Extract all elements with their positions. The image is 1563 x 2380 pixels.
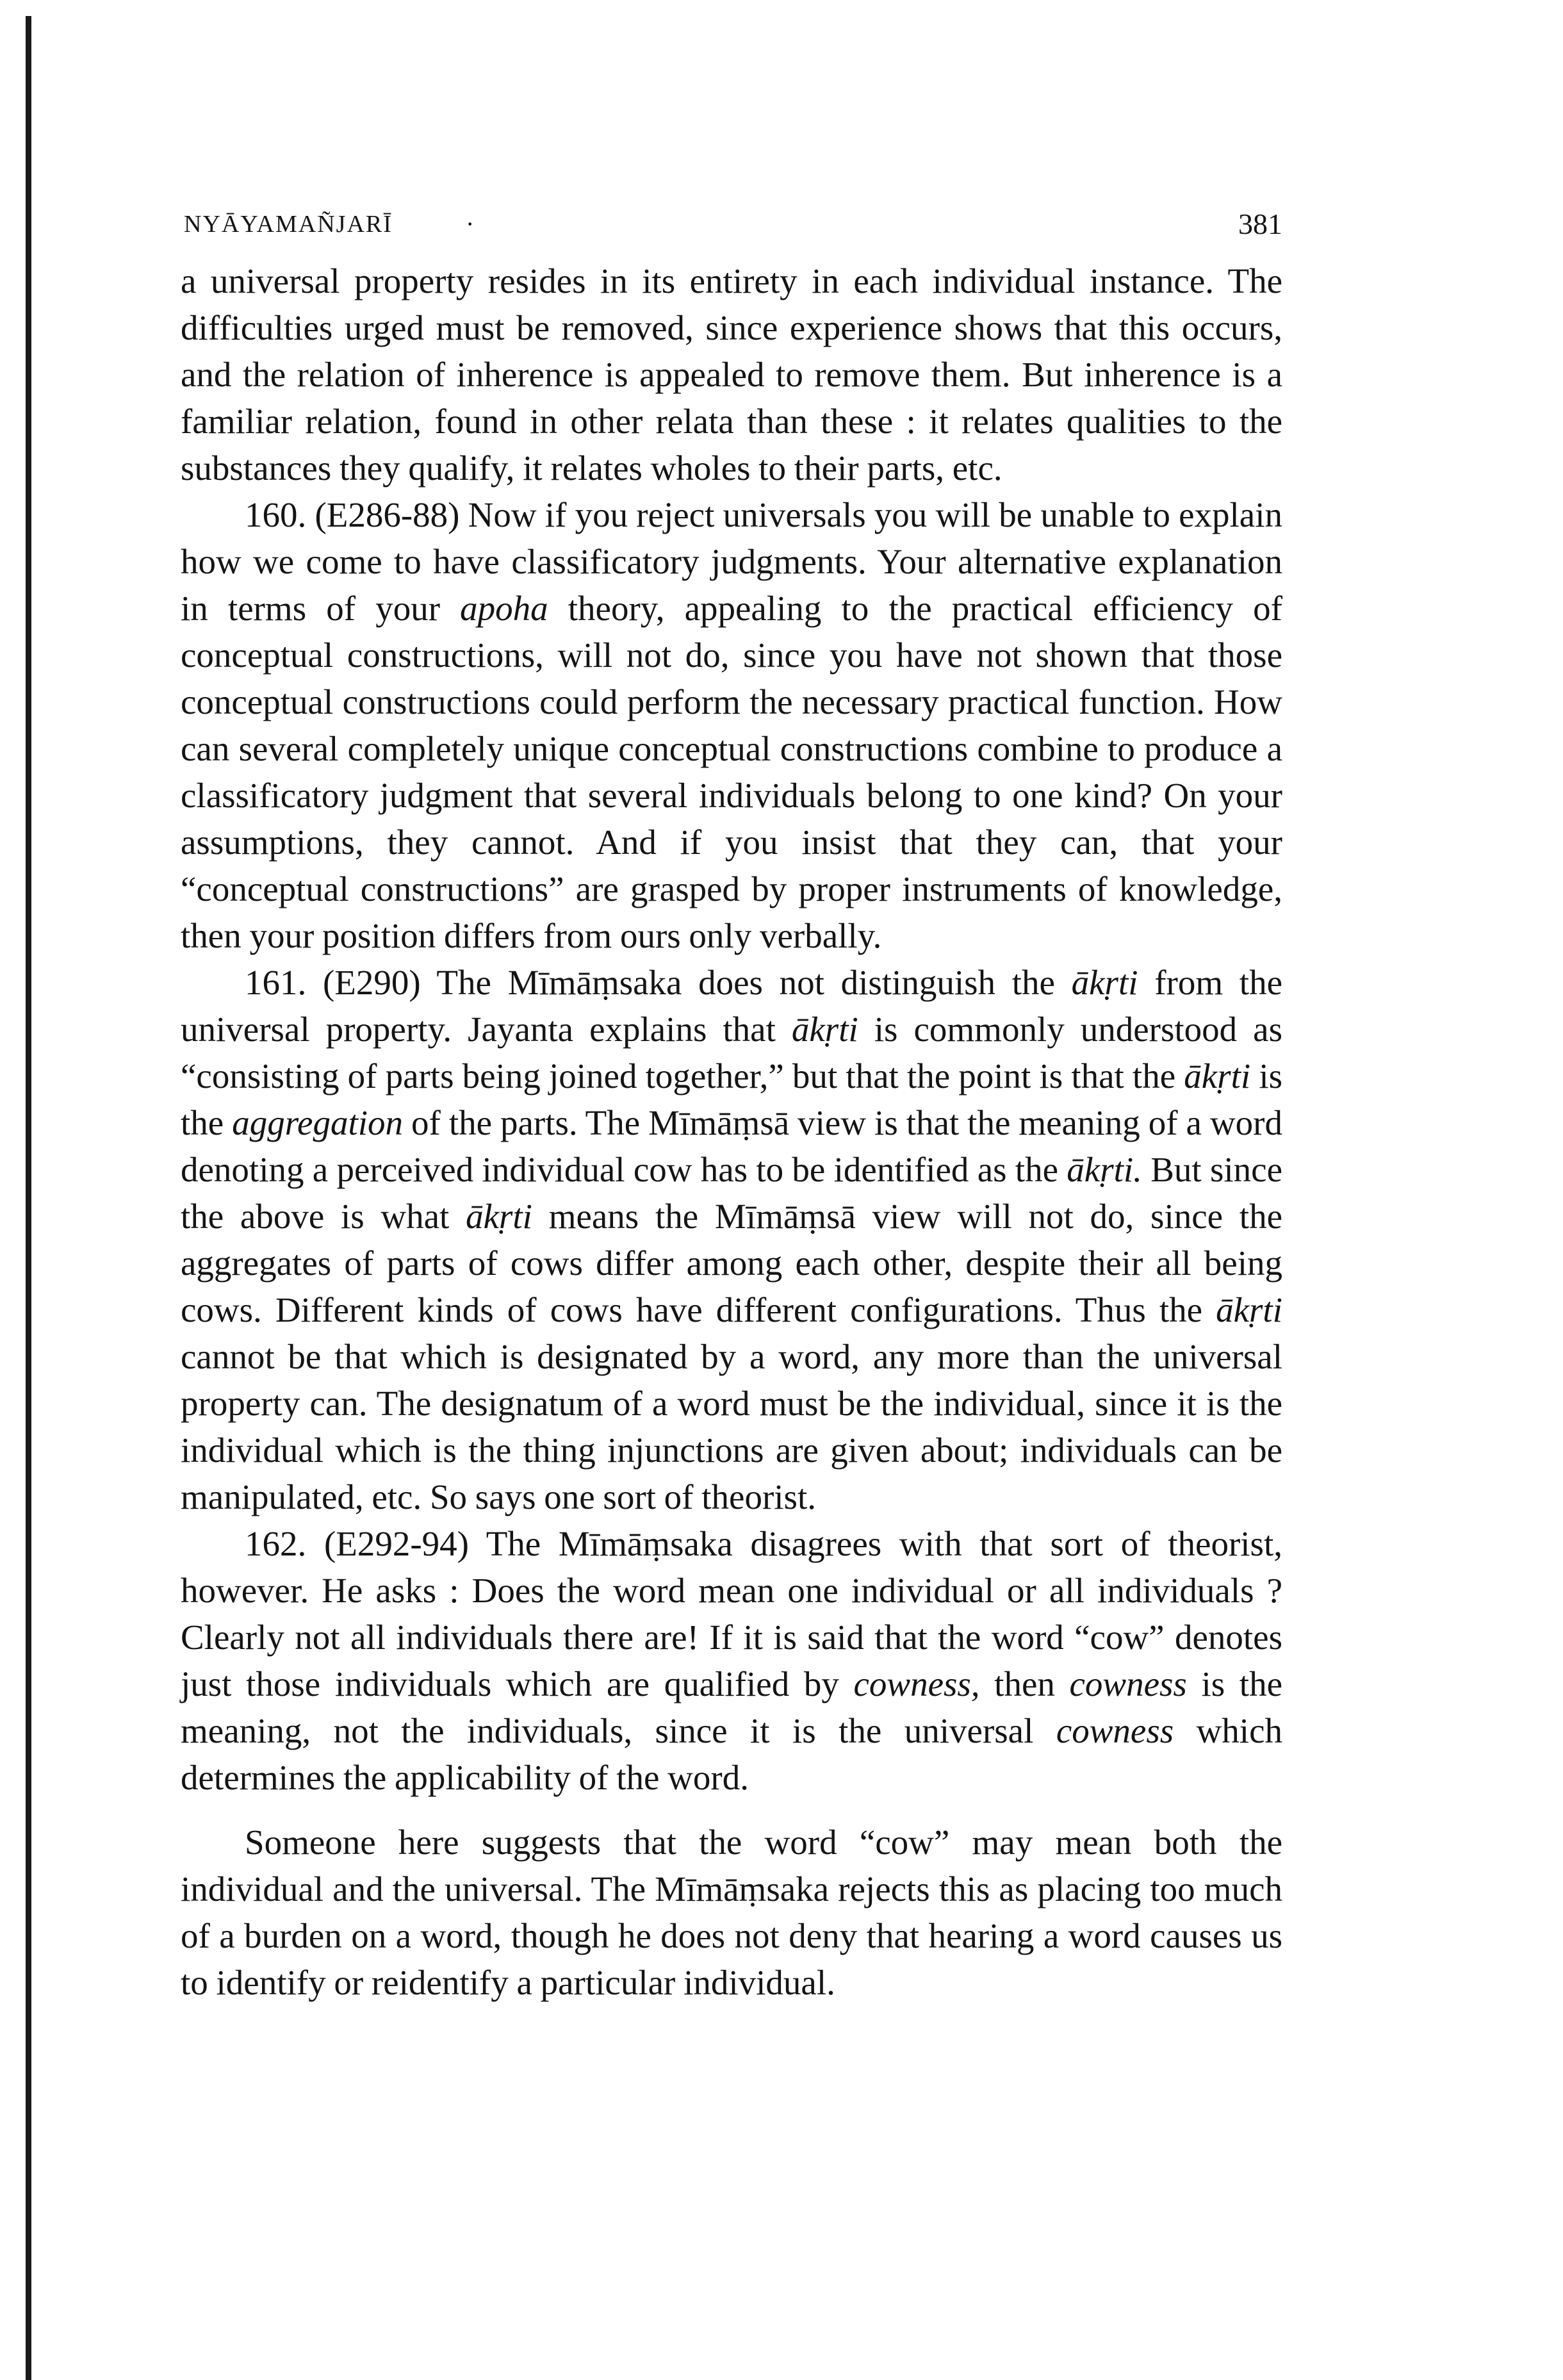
italic-term: cowness	[1069, 1664, 1187, 1703]
paragraph-text: of the parts. The Mīmāṃsā view is that the meaning of a word denoting a perceived individual cow has to be identified as the	[181, 1103, 1282, 1189]
paragraph-final	[181, 1819, 1282, 2006]
body-text	[181, 258, 1282, 2006]
paragraph-text: is commonly understood as “consisting of parts being joined together,” but that the point is that the	[181, 1010, 1282, 1096]
paragraph-text: then	[979, 1664, 1070, 1703]
italic-term: ākṛti	[1216, 1290, 1282, 1329]
italic-term: cowness	[1056, 1711, 1174, 1750]
paragraph-text: The Mīmāṃsaka disagrees with that sort of theorist, however. He asks : Does the word mean one individual or all individuals ? Clearly not all individuals there are! If it is said that the word “cow” denotes just those individuals which are qualified by	[181, 1524, 1282, 1703]
running-head-separator: ·	[466, 209, 475, 238]
paragraph-text: which determines the applicability of the word.	[181, 1711, 1282, 1797]
page-number: 381	[1238, 208, 1282, 240]
paragraph-text: is the meaning, not the individuals, since it is the universal	[181, 1664, 1282, 1750]
italic-term: ākṛti.	[1067, 1150, 1142, 1189]
paragraph-text: Now if you reject universals you will be unable to explain how we come to have classificatory judgments. Your alternative explanation in terms of your	[181, 495, 1282, 628]
paragraph-text: means the Mīmāṃsā view will not do, since the aggregates of parts of cows differ among each other, despite their all being cows. Different kinds of cows have different configurations. Thus the	[181, 1197, 1282, 1329]
page-header	[184, 202, 1282, 247]
italic-term: ākṛti	[466, 1197, 532, 1236]
italic-term: aggregation	[232, 1103, 404, 1142]
paragraph-text: cannot be that which is designated by a word, any more than the universal property can. The designatum of a word must be the individual, since it is the individual which is the thing injunctions are given about; individuals can be manipulated, etc. So says one sort of theorist.	[181, 1337, 1282, 1516]
paragraph-text: from the universal property. Jayanta explains that	[181, 963, 1282, 1049]
paragraph-text: a universal property resides in its entirety in each individual instance. The difficulties urged must be removed, since experience shows that this occurs, and the relation of inherence is appealed to remove them. But inherence is a familiar relation, found in other relata than these : it relates qualities to the substances they qualify, it relates wholes to their parts, etc.	[181, 261, 1282, 488]
paragraph-text: is the	[181, 1056, 1283, 1142]
italic-term: ākṛti	[791, 1010, 858, 1049]
paragraph-162	[181, 1520, 1282, 1801]
italic-term: apoha	[460, 589, 548, 628]
italic-term: cowness,	[853, 1664, 980, 1703]
paragraph-continuation	[181, 258, 1282, 491]
paragraph-161	[181, 959, 1282, 1520]
paragraph-text: The Mīmāṃsaka does not distinguish the	[420, 963, 1072, 1002]
paragraph-text: Someone here suggests that the word “cow” may mean both the individual and the universal. The Mīmāṃsaka rejects this as placing too much of a burden on a word, though he does not deny that hearing a word causes us to identify or reidentify a particular individual.	[181, 1823, 1282, 2002]
paragraph-label: 160. (E286-88)	[245, 495, 460, 534]
italic-term: ākṛti	[1071, 963, 1138, 1002]
scan-binding-edge	[26, 16, 31, 2380]
paragraph-label: 161. (E290)	[245, 963, 421, 1002]
running-head: NYĀYAMAÑJARĪ	[184, 211, 393, 238]
paragraph-text: theory, appealing to the practical efficiency of conceptual constructions, will not do, since you have not shown that those conceptual constructions could perform the necessary practical function. How can several completely unique conceptual constructions combine to produce a classificatory judgment that several individuals belong to one kind? On your assumptions, they cannot. And if you insist that they can, that your “conceptual constructions” are grasped by proper instruments of knowledge, then your position differs from ours only verbally.	[181, 589, 1282, 955]
paragraph-label: 162. (E292-94)	[245, 1524, 469, 1563]
paragraph-160	[181, 491, 1282, 959]
italic-term: ākṛti	[1184, 1056, 1251, 1096]
paragraph-text: But since the above is what	[181, 1150, 1282, 1236]
